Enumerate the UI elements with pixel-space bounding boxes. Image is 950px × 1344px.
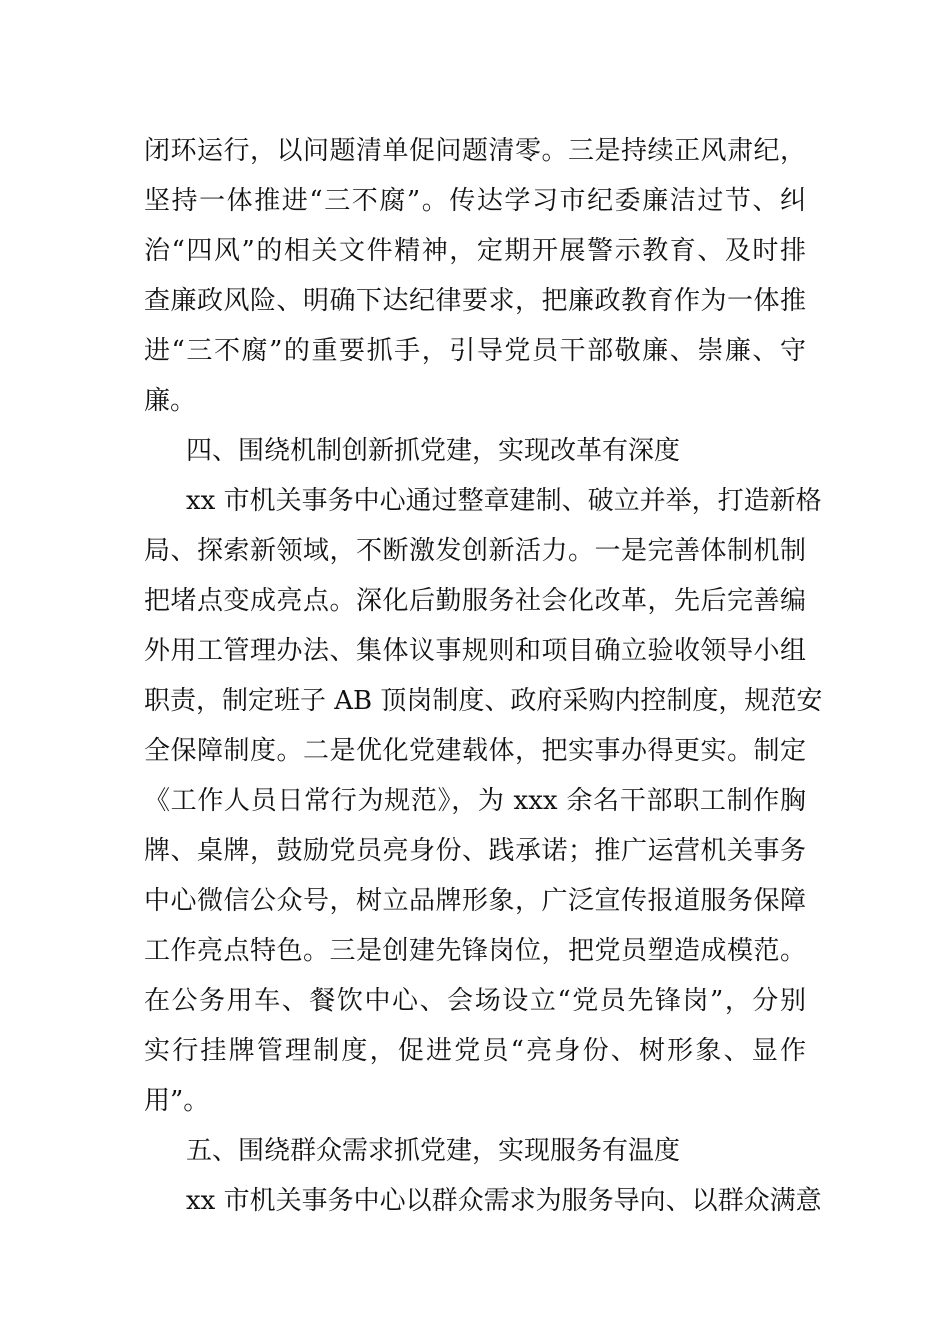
- paragraph-line: 中心微信公众号，树立品牌形象，广泛宣传报道服务保障: [144, 886, 806, 916]
- section-heading: 四、围绕机制创新抓党建，实现改革有深度: [186, 436, 681, 466]
- paragraph-line: 《工作人员日常行为规范》，为 xxx 余名干部职工制作胸: [144, 786, 806, 816]
- paragraph-line: 查廉政风险、明确下达纪律要求，把廉政教育作为一体推: [144, 286, 806, 316]
- paragraph-line: 全保障制度。二是优化党建载体，把实事办得更实。制定: [144, 736, 806, 766]
- paragraph-line: 牌、桌牌，鼓励党员亮身份、践承诺；推广运营机关事务: [144, 836, 806, 866]
- document-body: [144, 126, 823, 1226]
- paragraph-line: 廉。: [144, 386, 197, 416]
- paragraph-line: 进“三不腐”的重要抓手，引导党员干部敬廉、崇廉、守: [144, 336, 806, 366]
- paragraph-line: xx 市机关事务中心以群众需求为服务导向、以群众满意: [186, 1186, 822, 1216]
- paragraph-line: 职责，制定班子 AB 顶岗制度、政府采购内控制度，规范安: [144, 686, 823, 716]
- paragraph-line: 坚持一体推进“三不腐”。传达学习市纪委廉洁过节、纠: [144, 186, 806, 216]
- paragraph-line: 治“四风”的相关文件精神，定期开展警示教育、及时排: [144, 236, 806, 266]
- paragraph-line: 把堵点变成亮点。深化后勤服务社会化改革，先后完善编: [144, 586, 806, 616]
- paragraph-line: 局、探索新领域，不断激发创新活力。一是完善体制机制: [144, 536, 806, 566]
- paragraph-line: 工作亮点特色。三是创建先锋岗位，把党员塑造成模范。: [144, 936, 806, 966]
- paragraph-line: 闭环运行，以问题清单促问题清零。三是持续正风肃纪，: [144, 136, 806, 166]
- paragraph-line: 实行挂牌管理制度，促进党员“亮身份、树形象、显作: [144, 1036, 806, 1066]
- paragraph-line: 外用工管理办法、集体议事规则和项目确立验收领导小组: [144, 636, 806, 666]
- section-heading: 五、围绕群众需求抓党建，实现服务有温度: [186, 1136, 681, 1166]
- paragraph-line: 在公务用车、餐饮中心、会场设立“党员先锋岗”，分别: [144, 986, 806, 1016]
- paragraph-line: 用”。: [144, 1086, 210, 1116]
- paragraph-line: xx 市机关事务中心通过整章建制、破立并举，打造新格: [186, 486, 822, 516]
